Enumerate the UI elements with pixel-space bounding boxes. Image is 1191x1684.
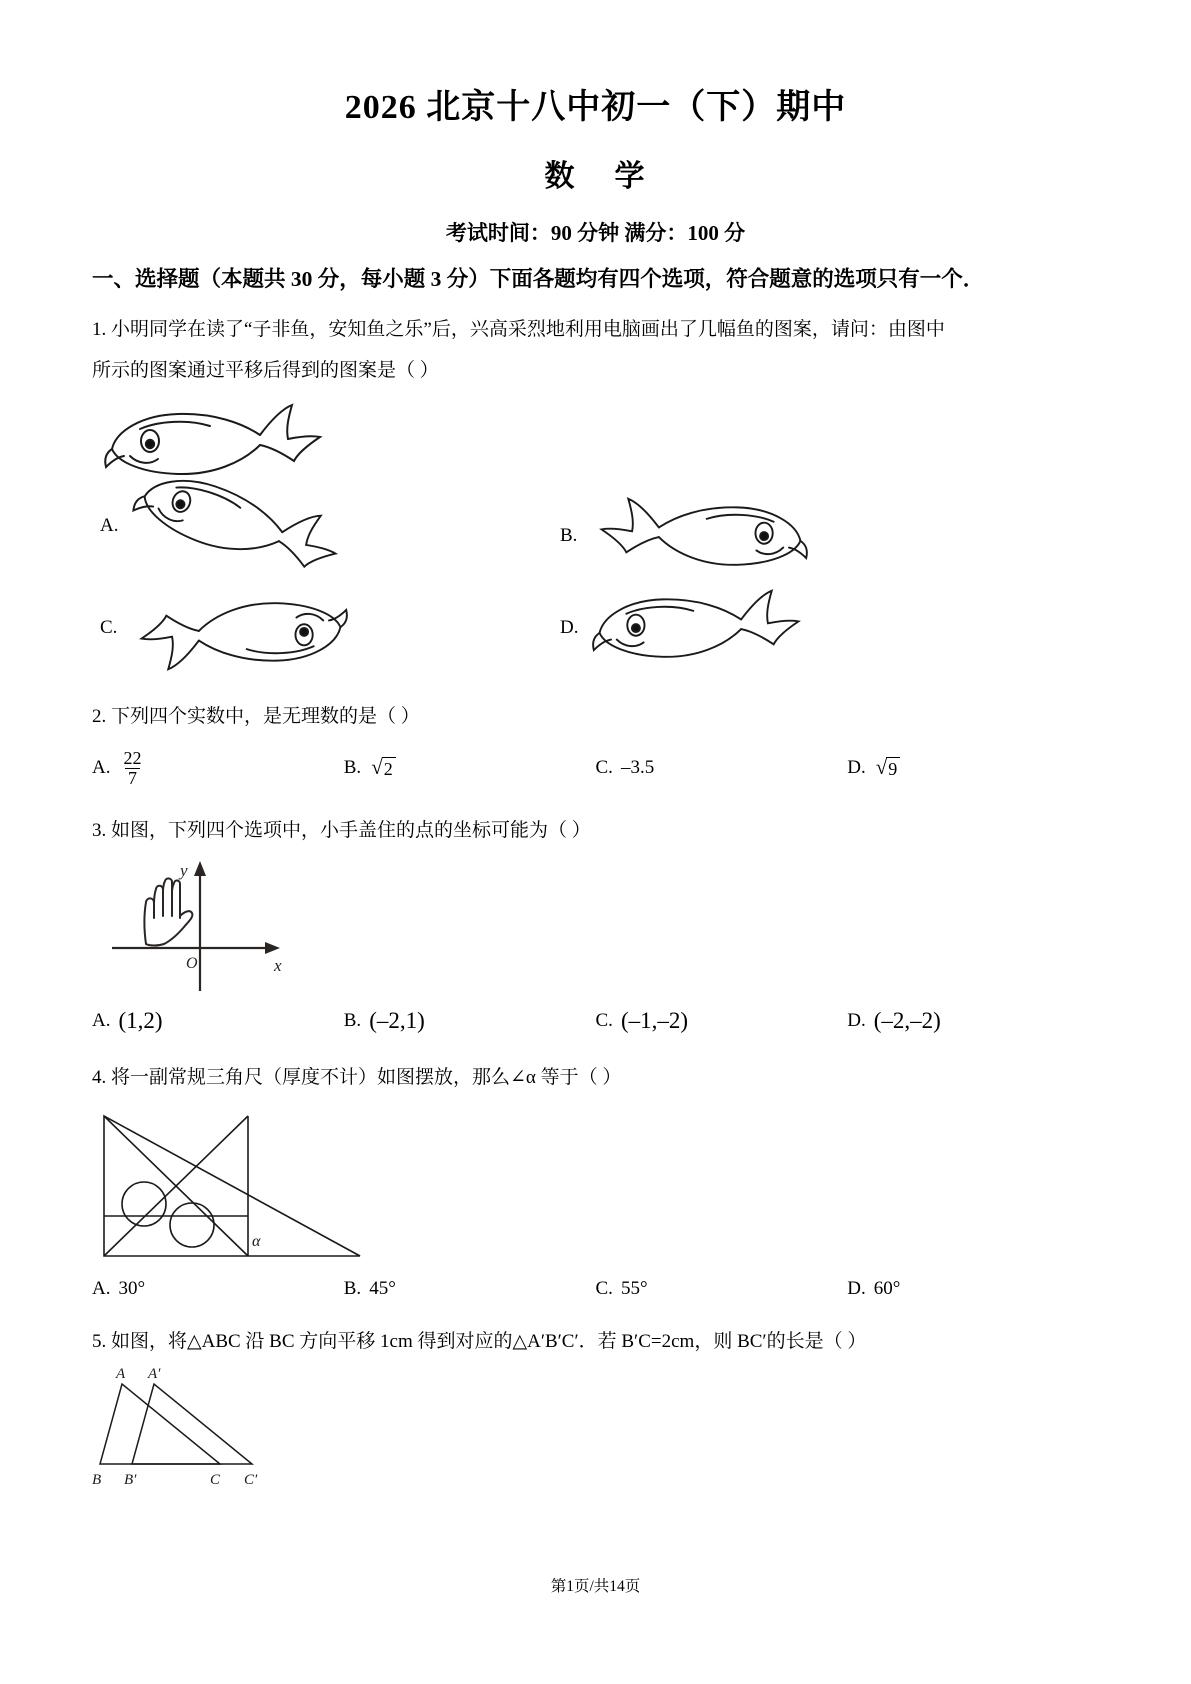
option-D-label-q1: D. — [560, 616, 579, 638]
option-C-label-q2: C. — [595, 757, 613, 779]
option-C-value-q4: 55° — [620, 1277, 648, 1299]
option-D-label-q3: D. — [847, 1009, 866, 1031]
fish-option-C — [130, 585, 350, 675]
sqrt-2 — [371, 754, 396, 780]
hand-icon — [145, 878, 193, 945]
option-C-q2[interactable] — [596, 749, 848, 788]
question-1-text-line1: 1. 小明同学在读了“子非鱼，安知鱼之乐”后，兴高采烈地利用电脑画出了几幅鱼的图案，请问：由图中 — [92, 319, 945, 341]
exam-info: 考试时间：90 分钟 满分：100 分 — [445, 220, 746, 245]
option-D-q2[interactable] — [847, 749, 1099, 788]
x-axis-arrow — [265, 942, 280, 954]
y-axis-arrow — [194, 861, 206, 876]
vertex-label-B-prime: B′ — [124, 1471, 137, 1488]
large-triangle — [104, 1116, 360, 1256]
fish-option-D — [590, 585, 810, 675]
triangle-A-prime-B-prime-C-prime — [132, 1384, 252, 1464]
question-1-text-line2: 所示的图案通过平移后得到的图案是（ ） — [92, 359, 439, 381]
question-3-figure — [102, 856, 1099, 994]
vertex-label-B: B — [92, 1471, 102, 1488]
radicand: 9 — [886, 757, 900, 780]
subject-title — [92, 151, 1099, 195]
option-B-label-q2: B. — [343, 757, 362, 779]
sqrt-9 — [875, 754, 901, 780]
option-A-label-q4: A. — [92, 1277, 111, 1299]
option-A-value-q3: (1,2) — [118, 1007, 163, 1033]
x-axis-label: x — [274, 955, 282, 975]
vertex-label-A: A — [116, 1365, 126, 1382]
option-B-value-q3: (–2,1) — [369, 1007, 425, 1033]
option-C-value-q2: –3.5 — [620, 757, 655, 779]
option-A-q2[interactable] — [92, 749, 344, 788]
question-2-options — [92, 749, 1099, 788]
angle-alpha-label: α — [252, 1232, 261, 1250]
option-A-q3[interactable] — [92, 1008, 344, 1034]
fraction-22-over-7 — [120, 749, 144, 788]
option-A-label-q2: A. — [92, 757, 111, 779]
vertex-label-C-prime: C′ — [244, 1471, 258, 1488]
option-A-value-q4: 30° — [118, 1277, 146, 1299]
question-3-text: 3. 如图，下列四个选项中，小手盖住的点的坐标可能为（ ） — [92, 820, 591, 842]
option-D-value-q4: 60° — [873, 1277, 901, 1299]
option-B-q4[interactable] — [344, 1278, 596, 1300]
question-4-options — [92, 1278, 1099, 1300]
page-footer: 第1页/共14页 — [550, 1578, 641, 1595]
fraction-numerator: 22 — [123, 747, 142, 768]
option-B-label-q3: B. — [343, 1009, 362, 1031]
option-B-label-q1: B. — [560, 524, 578, 546]
fish-option-B — [590, 493, 810, 583]
option-D-label-q2: D. — [847, 757, 866, 779]
question-5-figure — [92, 1366, 1099, 1494]
option-C-q3[interactable] — [596, 1008, 848, 1034]
option-D-q3[interactable] — [847, 1008, 1099, 1034]
option-C-q4[interactable] — [596, 1278, 848, 1300]
option-A-q4[interactable] — [92, 1278, 344, 1300]
radical-sign-icon: √ — [875, 754, 888, 779]
option-B-label-q4: B. — [343, 1277, 362, 1299]
fish-option-A — [130, 473, 350, 583]
question-1-figure — [92, 395, 1099, 685]
hole-circle-2 — [170, 1203, 214, 1247]
subject-char-left: 数 — [544, 159, 577, 193]
option-C-label-q3: C. — [595, 1009, 613, 1031]
option-A-label-q3: A. — [92, 1009, 111, 1031]
option-A-label-q1: A. — [100, 514, 119, 536]
radicand: 2 — [382, 757, 396, 780]
option-B-value-q4: 45° — [369, 1277, 396, 1299]
option-C-value-q3: (–1,–2) — [620, 1007, 689, 1033]
question-5-text: 5. 如图，将△ABC 沿 BC 方向平移 1cm 得到对应的△A′B′C′．若 B′C=2cm，则 BC′的长是（ ） — [92, 1330, 867, 1352]
vertex-label-A-prime: A′ — [148, 1365, 161, 1382]
question-4-figure — [92, 1104, 1099, 1276]
question-3-options — [92, 1008, 1099, 1034]
hole-circle-1 — [122, 1182, 166, 1226]
y-axis-label: y — [180, 860, 188, 880]
option-C-label-q4: C. — [595, 1277, 613, 1299]
option-D-q4[interactable] — [847, 1278, 1099, 1300]
subject-char-right: 学 — [614, 159, 647, 193]
vertex-label-C: C — [210, 1471, 221, 1488]
origin-label: O — [186, 954, 198, 972]
option-D-label-q4: D. — [847, 1277, 866, 1299]
radical-sign-icon: √ — [371, 754, 383, 779]
fraction-denominator: 7 — [125, 768, 140, 788]
option-D-value-q3: (–2,–2) — [873, 1007, 941, 1033]
question-4-text: 4. 将一副常规三角尺（厚度不计）如图摆放，那么∠α 等于（ ） — [92, 1066, 622, 1088]
option-C-label-q1: C. — [100, 616, 118, 638]
option-B-q3[interactable] — [344, 1008, 596, 1034]
section-heading-choice: 一、选择题（本题共 30 分，每小题 3 分）下面各题均有四个选项，符合题意的选项只有一个． — [92, 266, 985, 291]
option-B-q2[interactable] — [344, 749, 596, 788]
page-title: 2026 北京十八中初一（下）期中 — [344, 89, 847, 126]
question-2-text: 2. 下列四个实数中，是无理数的是（ ） — [92, 705, 420, 727]
